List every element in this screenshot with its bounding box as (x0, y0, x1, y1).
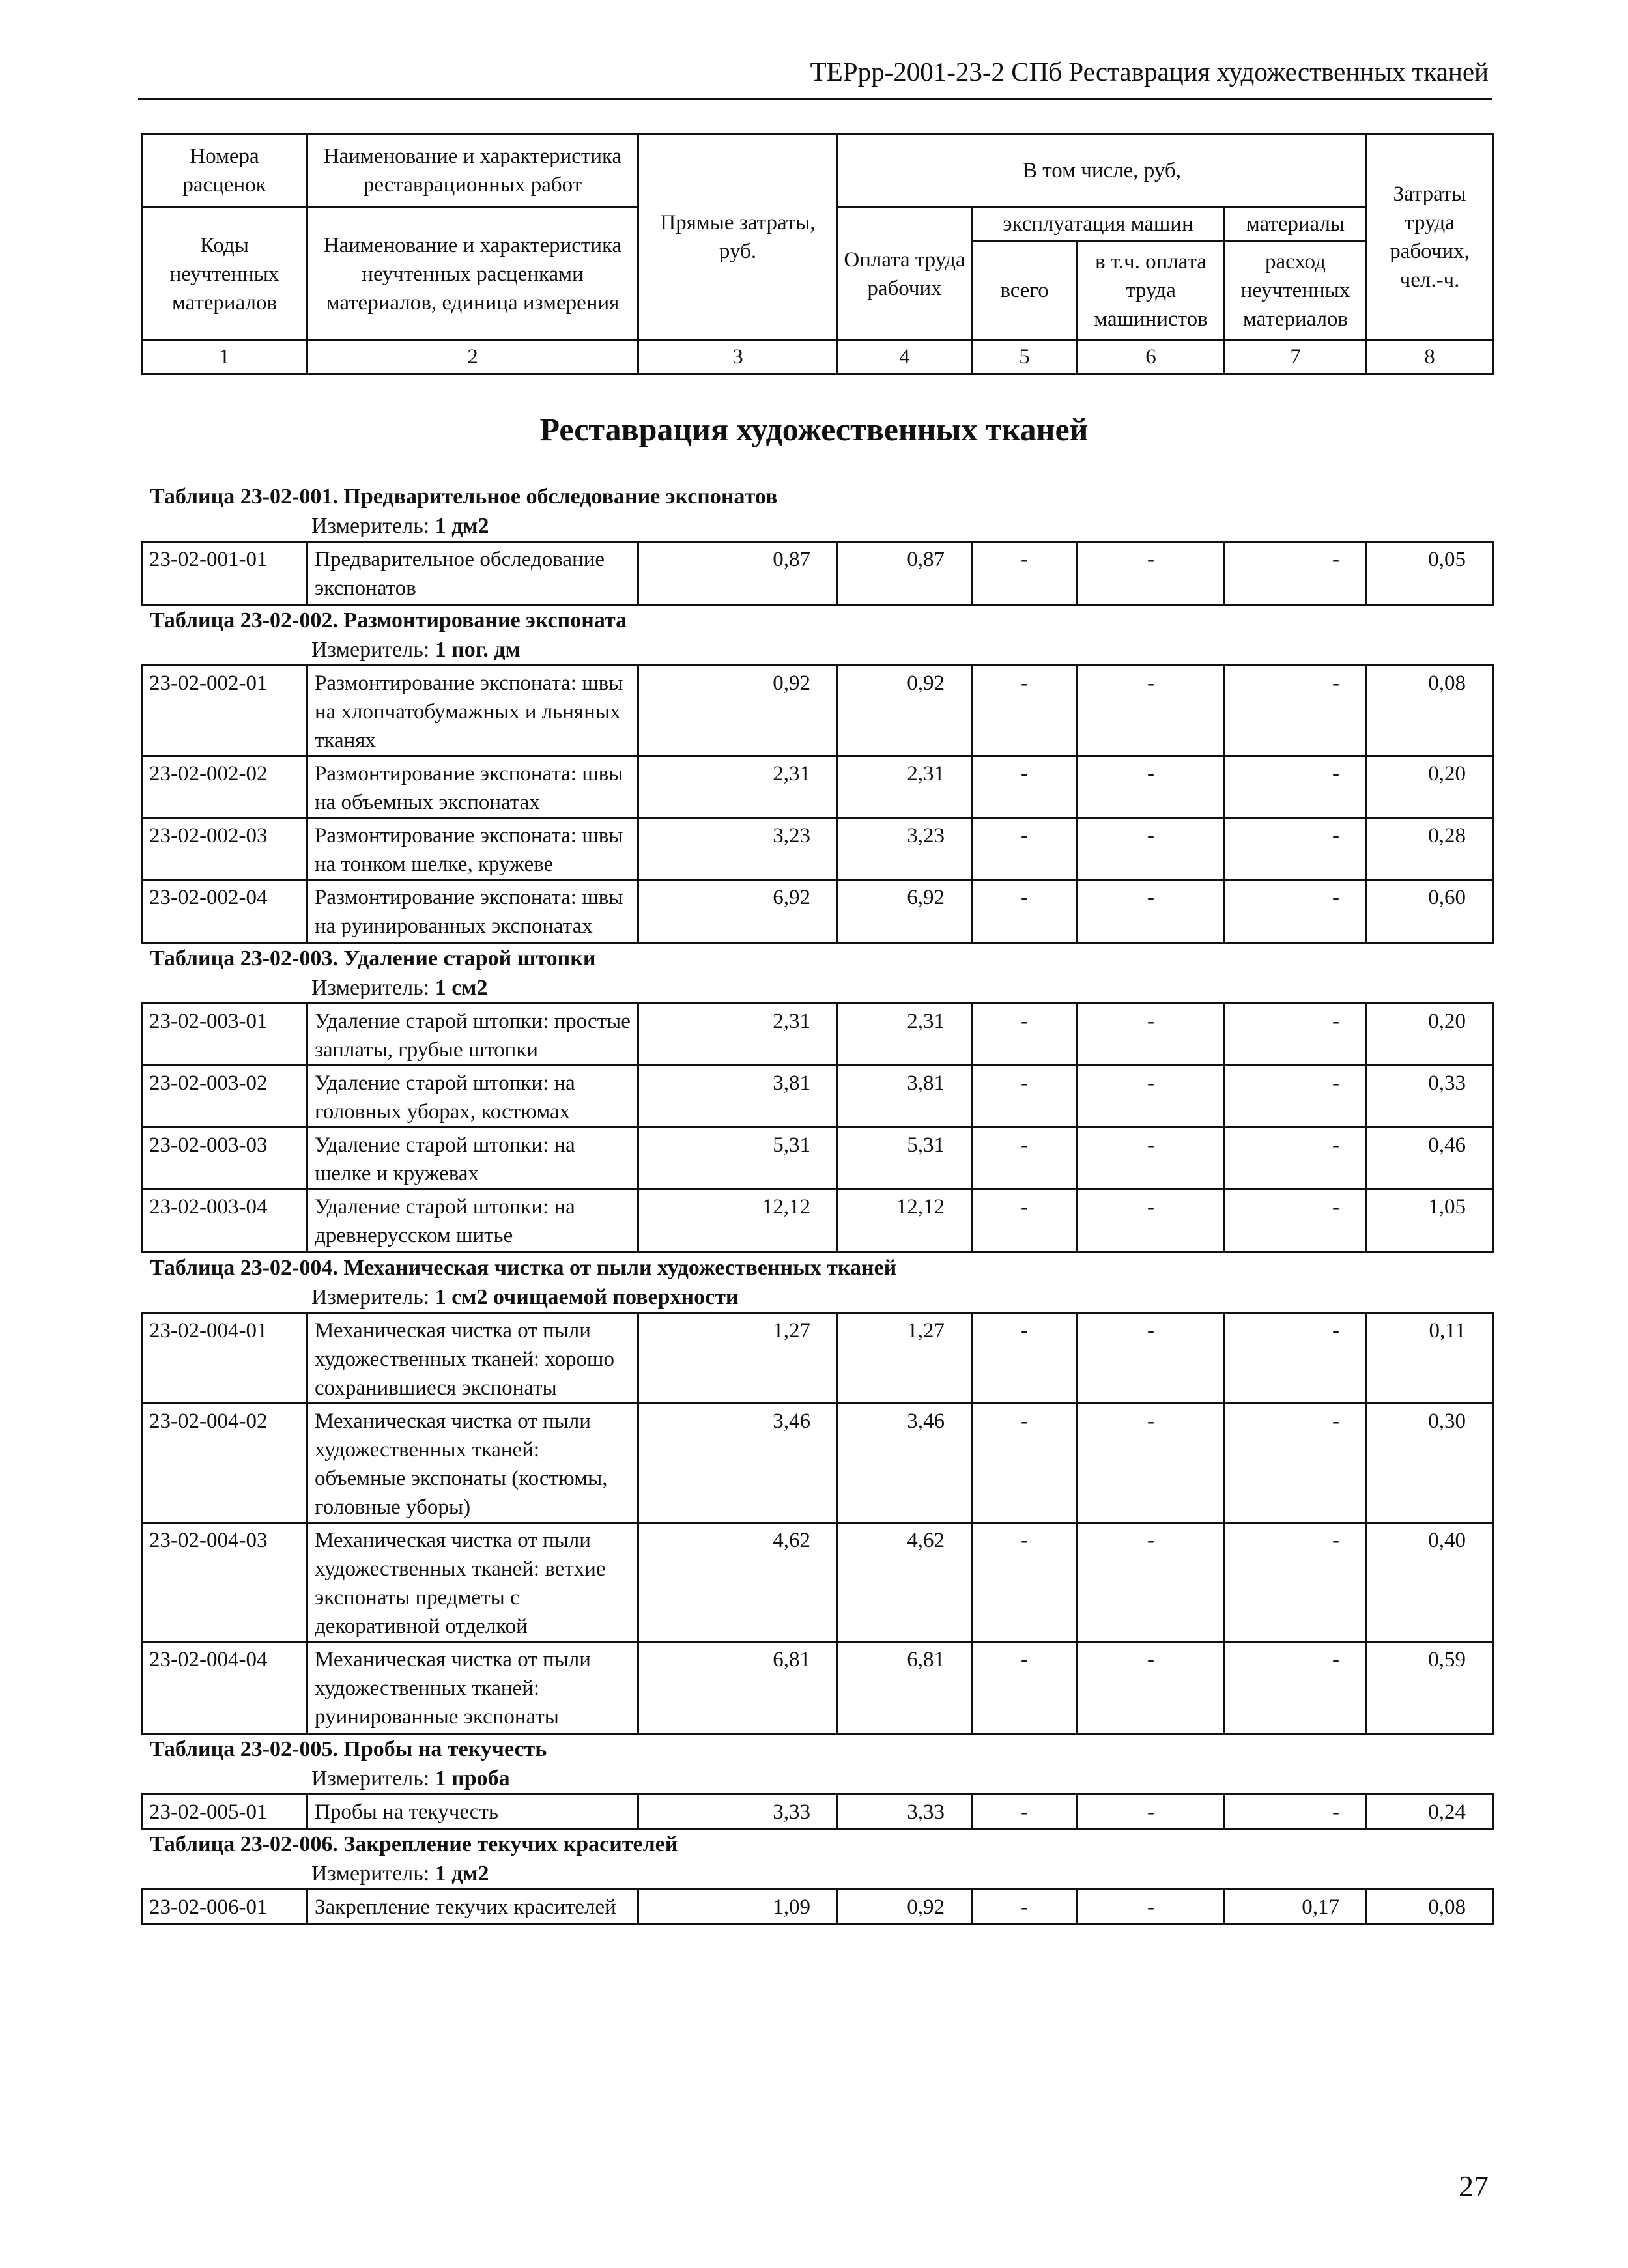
rate-code: 23-02-002-02 (142, 756, 307, 818)
work-name: Механическая чистка от пыли художественных тканей: руинированные экспонаты (307, 1642, 638, 1734)
header-machines: эксплуатация машин (972, 208, 1225, 241)
labor-hours: 0,40 (1367, 1523, 1493, 1642)
direct-costs: 6,81 (638, 1642, 838, 1734)
header-labor-hours: Затраты труда рабочих, чел.-ч. (1367, 134, 1493, 341)
machines-total: - (972, 756, 1078, 818)
unit-label: Измеритель: (311, 638, 430, 662)
unit-label: Измеритель: (311, 1766, 430, 1791)
header-including: В том числе, руб, (838, 134, 1367, 208)
labor-hours: 1,05 (1367, 1189, 1493, 1253)
unit-value: 1 дм2 (435, 514, 489, 538)
direct-costs: 4,62 (638, 1523, 838, 1642)
table-unit (141, 974, 1492, 1002)
header-rate-number: Номера расценок (142, 134, 307, 208)
rate-code: 23-02-004-02 (142, 1404, 307, 1523)
rate-code: 23-02-002-04 (142, 880, 307, 943)
table-row (142, 1189, 1493, 1253)
materials-cost: - (1225, 1066, 1367, 1127)
direct-costs: 3,33 (638, 1794, 838, 1829)
materials-cost: - (1225, 818, 1367, 880)
column-number: 4 (838, 341, 972, 374)
work-name: Удаление старой штопки: на древнерусском шитье (307, 1189, 638, 1253)
header-rule (138, 98, 1492, 100)
table-caption: Таблица 23-02-002. Размонтирование экспоната (150, 608, 627, 632)
rate-code: 23-02-003-01 (142, 1004, 307, 1066)
labor-pay: 0,92 (838, 1890, 972, 1924)
direct-costs: 1,27 (638, 1313, 838, 1404)
machinists-pay: - (1078, 666, 1225, 756)
labor-pay: 3,23 (838, 818, 972, 880)
table-caption: Таблица 23-02-006. Закрепление текучих красителей (150, 1832, 678, 1856)
rate-table (141, 664, 1494, 944)
labor-pay: 3,81 (838, 1066, 972, 1127)
machines-total: - (972, 542, 1078, 605)
page-number: 27 (1459, 2170, 1489, 2203)
table-row (142, 1004, 1493, 1066)
machines-total: - (972, 1313, 1078, 1404)
rate-code: 23-02-005-01 (142, 1794, 307, 1829)
rate-code: 23-02-003-02 (142, 1066, 307, 1127)
materials-cost: - (1225, 756, 1367, 818)
materials-cost: - (1225, 1127, 1367, 1189)
rate-code: 23-02-003-04 (142, 1189, 307, 1253)
table-row (142, 880, 1493, 943)
column-number: 1 (142, 341, 307, 374)
materials-cost: - (1225, 1404, 1367, 1523)
table-row (142, 1890, 1493, 1924)
header-material-name: Наименование и характеристика неучтенных расценками материалов, единица измерения (307, 208, 638, 341)
labor-hours: 0,05 (1367, 542, 1493, 605)
header-machines-total: всего (972, 241, 1078, 341)
column-number: 6 (1078, 341, 1225, 374)
labor-hours: 0,33 (1367, 1066, 1493, 1127)
machines-total: - (972, 1523, 1078, 1642)
machinists-pay: - (1078, 1127, 1225, 1189)
machinists-pay: - (1078, 1189, 1225, 1253)
materials-cost: - (1225, 1523, 1367, 1642)
labor-pay: 5,31 (838, 1127, 972, 1189)
table-row (142, 756, 1493, 818)
labor-pay: 6,92 (838, 880, 972, 943)
work-name: Предварительное обследование экспонатов (307, 542, 638, 605)
rate-code: 23-02-003-03 (142, 1127, 307, 1189)
work-name: Размонтирование экспоната: швы на руинированных экспонатах (307, 880, 638, 943)
rate-code: 23-02-004-04 (142, 1642, 307, 1734)
machines-total: - (972, 1127, 1078, 1189)
direct-costs: 5,31 (638, 1127, 838, 1189)
work-name: Размонтирование экспоната: швы на тонком шелке, кружеве (307, 818, 638, 880)
direct-costs: 6,92 (638, 880, 838, 943)
materials-cost: - (1225, 666, 1367, 756)
rate-tables (141, 482, 1492, 1925)
direct-costs: 0,92 (638, 666, 838, 756)
unit-value: 1 проба (435, 1766, 510, 1791)
work-name: Удаление старой штопки: на головных уборах, костюмах (307, 1066, 638, 1127)
machinists-pay: - (1078, 1066, 1225, 1127)
labor-hours: 0,28 (1367, 818, 1493, 880)
labor-pay: 2,31 (838, 756, 972, 818)
unit-label: Измеритель: (311, 976, 430, 1000)
rate-code: 23-02-002-01 (142, 666, 307, 756)
machinists-pay: - (1078, 818, 1225, 880)
work-name: Механическая чистка от пыли художественных тканей: хорошо сохранившиеся экспонаты (307, 1313, 638, 1404)
materials-cost: 0,17 (1225, 1890, 1367, 1924)
column-number: 5 (972, 341, 1078, 374)
running-head: ТЕРрр-2001-23-2 СПб Реставрация художественных тканей (810, 57, 1489, 87)
work-name: Механическая чистка от пыли художественных тканей: объемные экспонаты (костюмы, головные уборы) (307, 1404, 638, 1523)
section-title: Реставрация художественных тканей (539, 411, 1089, 447)
work-name: Механическая чистка от пыли художественных тканей: ветхие экспонаты предметы с декоративной отделкой (307, 1523, 638, 1642)
table-row (142, 1794, 1493, 1829)
materials-cost: - (1225, 542, 1367, 605)
column-number: 7 (1225, 341, 1367, 374)
labor-pay: 0,87 (838, 542, 972, 605)
rate-code: 23-02-002-03 (142, 818, 307, 880)
machinists-pay: - (1078, 542, 1225, 605)
machinists-pay: - (1078, 1794, 1225, 1829)
table-row (142, 818, 1493, 880)
unit-label: Измеритель: (311, 514, 430, 538)
unit-value: 1 см2 (435, 976, 488, 1000)
labor-pay: 3,33 (838, 1794, 972, 1829)
table-row (142, 666, 1493, 756)
rate-code: 23-02-004-03 (142, 1523, 307, 1642)
unit-value: 1 см2 очищаемой поверхности (435, 1285, 739, 1309)
table-unit (141, 636, 1492, 664)
machinists-pay: - (1078, 1004, 1225, 1066)
rate-code: 23-02-006-01 (142, 1890, 307, 1924)
direct-costs: 3,46 (638, 1404, 838, 1523)
labor-hours: 0,24 (1367, 1794, 1493, 1829)
materials-cost: - (1225, 1794, 1367, 1829)
work-name: Закрепление текучих красителей (307, 1890, 638, 1924)
table-unit (141, 1765, 1492, 1793)
work-name: Размонтирование экспоната: швы на объемных экспонатах (307, 756, 638, 818)
column-number: 2 (307, 341, 638, 374)
unit-label: Измеритель: (311, 1285, 430, 1309)
table-caption: Таблица 23-02-004. Механическая чистка от пыли художественных тканей (150, 1256, 897, 1280)
unit-label: Измеритель: (311, 1862, 430, 1886)
labor-hours: 0,46 (1367, 1127, 1493, 1189)
unit-value: 1 дм2 (435, 1862, 489, 1886)
machines-total: - (972, 1890, 1078, 1924)
direct-costs: 3,81 (638, 1066, 838, 1127)
machines-total: - (972, 1004, 1078, 1066)
table-row (142, 542, 1493, 605)
direct-costs: 12,12 (638, 1189, 838, 1253)
table-caption: Таблица 23-02-001. Предварительное обследование экспонатов (150, 485, 778, 509)
column-header-table (141, 133, 1494, 375)
direct-costs: 1,09 (638, 1890, 838, 1924)
rate-table (141, 541, 1494, 606)
machines-total: - (972, 1404, 1078, 1523)
header-labor-pay: Оплата труда рабочих (838, 208, 972, 341)
labor-hours: 0,11 (1367, 1313, 1493, 1404)
rate-table (141, 1312, 1494, 1735)
labor-pay: 4,62 (838, 1523, 972, 1642)
table-row (142, 1523, 1493, 1642)
machinists-pay: - (1078, 1313, 1225, 1404)
header-materials: материалы (1225, 208, 1367, 241)
column-number: 8 (1367, 341, 1493, 374)
labor-pay: 2,31 (838, 1004, 972, 1066)
machines-total: - (972, 818, 1078, 880)
table-row (142, 1127, 1493, 1189)
machines-total: - (972, 1189, 1078, 1253)
table-caption: Таблица 23-02-003. Удаление старой штопки (150, 946, 596, 971)
labor-hours: 0,60 (1367, 880, 1493, 943)
rate-code: 23-02-001-01 (142, 542, 307, 605)
materials-cost: - (1225, 1189, 1367, 1253)
rate-table (141, 1793, 1494, 1830)
table-unit (141, 1860, 1492, 1888)
header-direct-costs: Прямые затраты, руб. (638, 134, 838, 341)
rate-table (141, 1002, 1494, 1253)
machinists-pay: - (1078, 1523, 1225, 1642)
column-number: 3 (638, 341, 838, 374)
labor-pay: 1,27 (838, 1313, 972, 1404)
labor-hours: 0,20 (1367, 1004, 1493, 1066)
table-row (142, 1066, 1493, 1127)
table-row (142, 1404, 1493, 1523)
materials-cost: - (1225, 1642, 1367, 1734)
direct-costs: 3,23 (638, 818, 838, 880)
labor-hours: 0,20 (1367, 756, 1493, 818)
machinists-pay: - (1078, 1642, 1225, 1734)
direct-costs: 2,31 (638, 756, 838, 818)
work-name: Удаление старой штопки: на шелке и кружевах (307, 1127, 638, 1189)
labor-hours: 0,30 (1367, 1404, 1493, 1523)
work-name: Пробы на текучесть (307, 1794, 638, 1829)
labor-pay: 0,92 (838, 666, 972, 756)
machines-total: - (972, 1066, 1078, 1127)
table-caption: Таблица 23-02-005. Пробы на текучесть (150, 1737, 547, 1761)
machinists-pay: - (1078, 1890, 1225, 1924)
labor-hours: 0,08 (1367, 1890, 1493, 1924)
machines-total: - (972, 880, 1078, 943)
machines-total: - (972, 1642, 1078, 1734)
materials-cost: - (1225, 1004, 1367, 1066)
labor-hours: 0,08 (1367, 666, 1493, 756)
unit-value: 1 пог. дм (435, 638, 521, 662)
machinists-pay: - (1078, 756, 1225, 818)
rate-table (141, 1888, 1494, 1925)
direct-costs: 0,87 (638, 542, 838, 605)
labor-pay: 3,46 (838, 1404, 972, 1523)
machines-total: - (972, 666, 1078, 756)
column-number-row (142, 341, 1493, 374)
rate-code: 23-02-004-01 (142, 1313, 307, 1404)
table-row (142, 1642, 1493, 1734)
table-row (142, 1313, 1493, 1404)
materials-cost: - (1225, 880, 1367, 943)
machinists-pay: - (1078, 880, 1225, 943)
machinists-pay: - (1078, 1404, 1225, 1523)
header-material-consumption: расход неучтенных материалов (1225, 241, 1367, 341)
labor-pay: 12,12 (838, 1189, 972, 1253)
labor-pay: 6,81 (838, 1642, 972, 1734)
work-name: Удаление старой штопки: простые заплаты, грубые штопки (307, 1004, 638, 1066)
labor-hours: 0,59 (1367, 1642, 1493, 1734)
table-unit (141, 512, 1492, 541)
materials-cost: - (1225, 1313, 1367, 1404)
direct-costs: 2,31 (638, 1004, 838, 1066)
header-machinists-pay: в т.ч. оплата труда машинистов (1078, 241, 1225, 341)
table-unit (141, 1283, 1492, 1312)
work-name: Размонтирование экспоната: швы на хлопчатобумажных и льняных тканях (307, 666, 638, 756)
header-material-codes: Коды неучтенных материалов (142, 208, 307, 341)
header-work-name: Наименование и характеристика реставрационных работ (307, 134, 638, 208)
machines-total: - (972, 1794, 1078, 1829)
